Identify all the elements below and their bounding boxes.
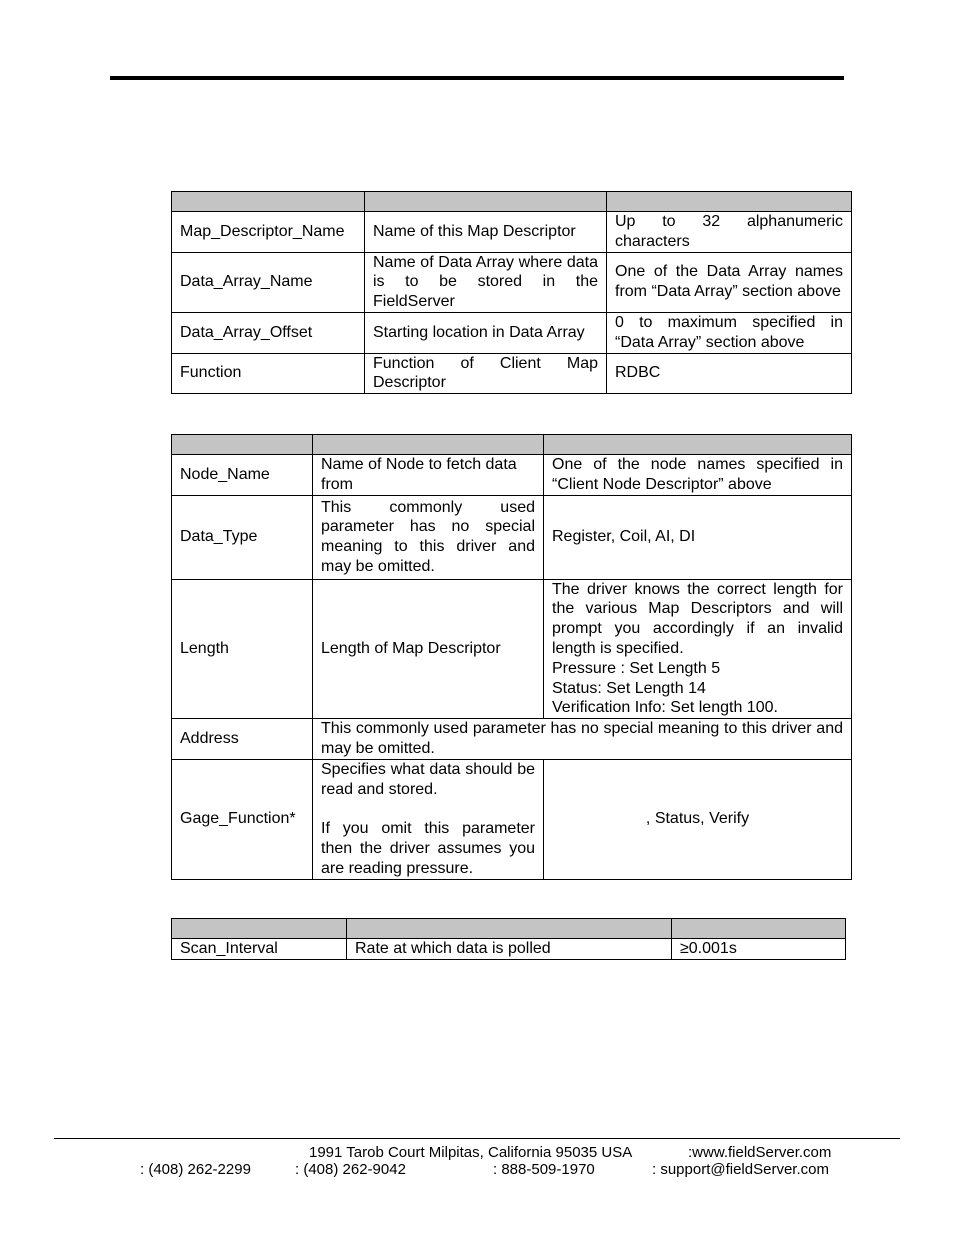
- parameter-description: This commonly used parameter has no special meaning to this driver and may be omitted.: [313, 719, 852, 760]
- parameter-description: Function of Client Map Descriptor: [365, 353, 607, 394]
- table-row: [172, 579, 852, 719]
- parameter-name: Data_Type: [172, 495, 313, 579]
- client-map-descriptor-table: [171, 434, 852, 880]
- parameter-legal-values: [544, 579, 852, 719]
- table-row: [172, 212, 852, 253]
- gage-function-default-note: If you omit this parameter then the driver assumes you are reading pressure.: [321, 820, 535, 877]
- table-header-row: [172, 919, 846, 939]
- parameter-description: [313, 759, 544, 879]
- parameter-description: Name of this Map Descriptor: [365, 212, 607, 253]
- parameter-legal-values: Register, Coil, AI, DI: [544, 495, 852, 579]
- footer-telephone: : (408) 262-2299: [140, 1161, 251, 1178]
- parameter-description: Length of Map Descriptor: [313, 579, 544, 719]
- parameter-legal-values: Up to 32 alphanumeric characters: [607, 212, 852, 253]
- parameter-name: Node_Name: [172, 455, 313, 496]
- parameter-legal-values: RDBC: [607, 353, 852, 394]
- verification-length: Verification Info: Set length 100.: [552, 699, 778, 717]
- parameter-legal-values: One of the node names specified in “Client Node Descriptor” above: [544, 455, 852, 496]
- parameter-legal-values: One of the Data Array names from “Data Array” section above: [607, 252, 852, 312]
- header-rule: [110, 76, 844, 80]
- parameter-name: Scan_Interval: [172, 939, 347, 960]
- parameter-description: Starting location in Data Array: [365, 312, 607, 353]
- parameter-name: Data_Array_Offset: [172, 312, 365, 353]
- parameter-name: Data_Array_Name: [172, 252, 365, 312]
- parameter-description: Rate at which data is polled: [347, 939, 672, 960]
- parameter-name: Function: [172, 353, 365, 394]
- footer-address: 1991 Tarob Court Milpitas, California 95035 USA: [309, 1144, 633, 1161]
- table-header-row: [172, 192, 852, 212]
- length-note: The driver knows the correct length for the various Map Descriptors and will prompt you accordingly if an invalid length is specified.: [552, 580, 843, 657]
- table-row: [172, 455, 852, 496]
- footer-fax: : (408) 262-9042: [295, 1161, 406, 1178]
- status-length: Status: Set Length 14: [552, 679, 706, 697]
- pressure-length: Pressure : Set Length 5: [552, 659, 721, 677]
- parameter-name: Gage_Function*: [172, 759, 313, 879]
- table-row: [172, 759, 852, 879]
- parameter-description: This commonly used parameter has no special meaning to this driver and may be omitted.: [313, 495, 544, 579]
- table-row: [172, 719, 852, 760]
- parameter-description: Name of Node to fetch data from: [313, 455, 544, 496]
- table-header-row: [172, 435, 852, 455]
- footer-website: :www.fieldServer.com: [688, 1144, 832, 1161]
- table-row: [172, 312, 852, 353]
- footer-email: : support@fieldServer.com: [652, 1161, 829, 1178]
- gage-function-description: Specifies what data should be read and stored.: [321, 760, 535, 798]
- table-row: [172, 939, 846, 960]
- scan-interval-table: [171, 918, 846, 960]
- footer-rule: [54, 1138, 900, 1139]
- parameter-legal-values: , Status, Verify: [544, 759, 852, 879]
- table-row: [172, 252, 852, 312]
- footer-toll-free: : 888-509-1970: [493, 1161, 595, 1178]
- parameter-name: Length: [172, 579, 313, 719]
- parameter-legal-values: ≥0.001s: [672, 939, 846, 960]
- parameter-legal-values: 0 to maximum specified in “Data Array” section above: [607, 312, 852, 353]
- map-descriptor-parameters-table: [171, 191, 852, 394]
- table-row: [172, 353, 852, 394]
- parameter-name: Map_Descriptor_Name: [172, 212, 365, 253]
- table-row: [172, 495, 852, 579]
- parameter-description: Name of Data Array where data is to be stored in the FieldServer: [365, 252, 607, 312]
- parameter-name: Address: [172, 719, 313, 760]
